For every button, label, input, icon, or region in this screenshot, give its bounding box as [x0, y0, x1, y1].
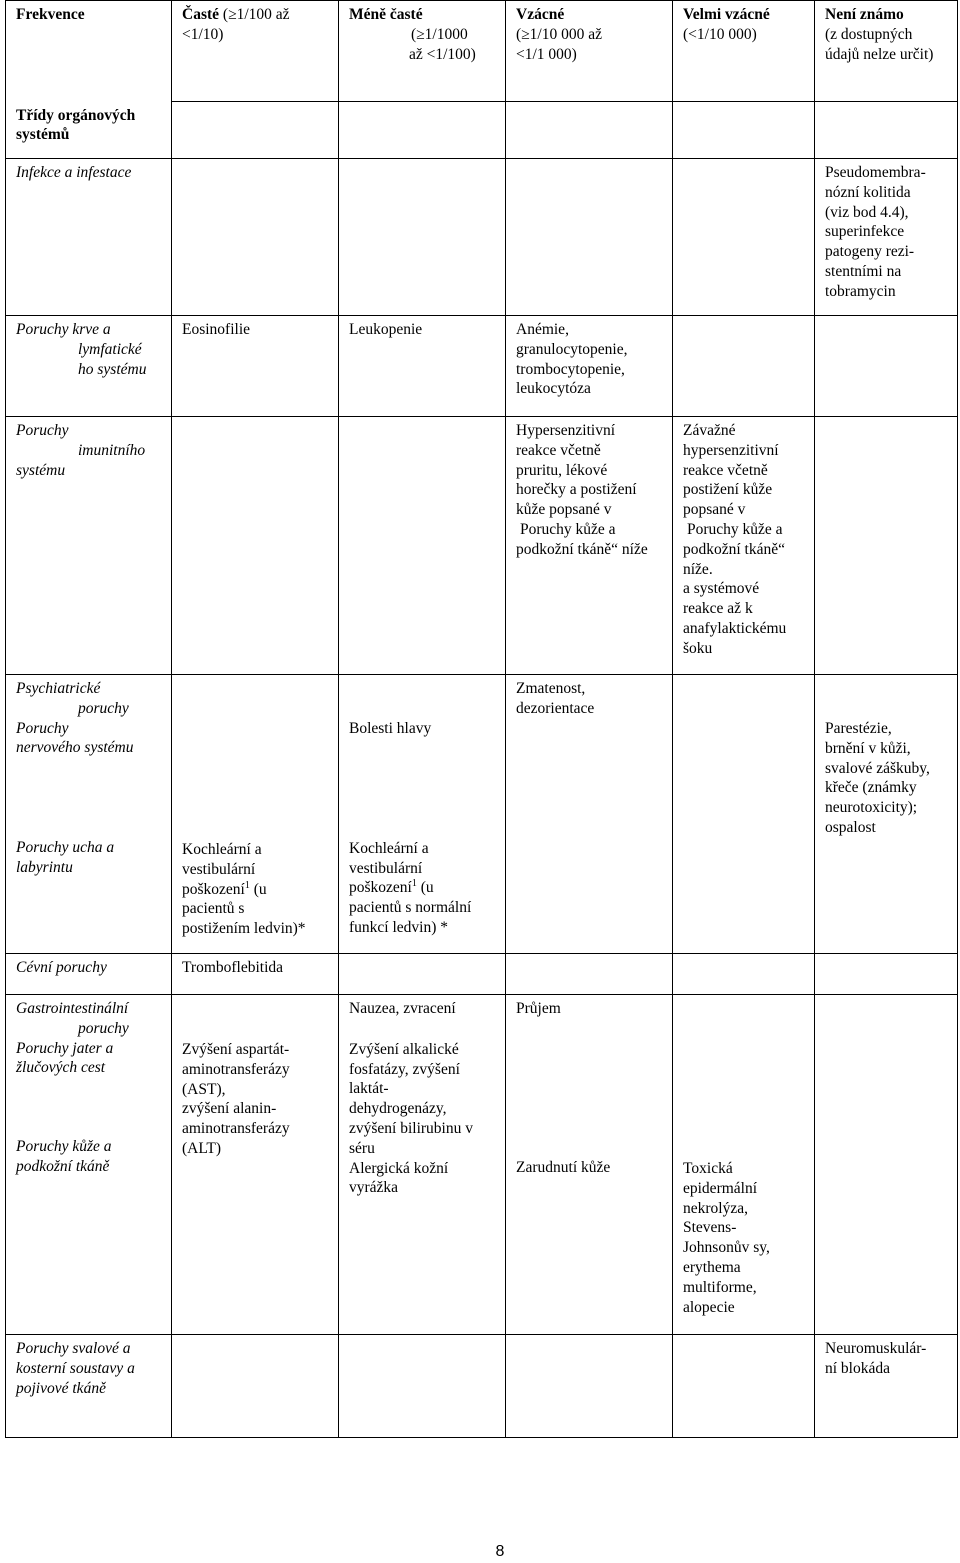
rare-header-cell [506, 1, 673, 102]
cell-line: dehydrogenázy, [349, 1100, 447, 1118]
uncommon-cell [339, 675, 506, 954]
rare-range-2: <1/1 000) [516, 45, 577, 63]
cell-line: aminotransferázy [182, 1120, 290, 1138]
cell-line: Poruchy kůže a [687, 520, 783, 538]
cell-line: hypersenzitivní [683, 441, 779, 459]
common-header-cell [172, 1, 339, 102]
cell-line: funkcí ledvin) * [349, 918, 449, 936]
soc-header-row [6, 102, 958, 159]
cell-line: Zvýšení aspartát- [182, 1041, 290, 1058]
common-cell [172, 954, 339, 995]
page-number: 8 [495, 1543, 505, 1560]
frequency-label: Frekvence [16, 6, 85, 23]
common-range-2: <1/10) [182, 25, 224, 43]
cell-line: anafylaktickému [683, 619, 787, 637]
cell-line: Průjem [516, 1000, 561, 1017]
cell-line: alopecie [683, 1298, 735, 1316]
frequency-header-row [6, 1, 958, 102]
cell-line: reakce včetně [683, 461, 768, 479]
soc-skin: Poruchy kůže a [16, 1138, 112, 1156]
cell-text: Tromboflebitida [182, 959, 284, 976]
cell-line: níže. [683, 560, 713, 578]
cell-line: křeče (známky [825, 779, 917, 797]
cell-line: pruritu, lékové [516, 461, 608, 479]
very-rare-header-cell [673, 1, 815, 102]
cell-line: fosfatázy, zvýšení [349, 1060, 460, 1078]
cell-text: Leukopenie [349, 321, 423, 338]
uncommon-cell [339, 316, 506, 417]
cell-line: laktát- [349, 1080, 389, 1098]
cell-line: Kochleární a [349, 839, 429, 857]
unknown-title: Není známo [825, 6, 904, 23]
rare-cell [506, 995, 673, 1335]
table-row [6, 159, 958, 316]
soc-immune: imunitního [78, 441, 146, 459]
very-rare-title: Velmi vzácné [683, 6, 770, 23]
rare-cell [506, 417, 673, 675]
adverse-reactions-table [5, 0, 958, 1438]
cell-line: aminotransferázy [182, 1060, 290, 1078]
cell-line: Stevens- [683, 1219, 737, 1237]
cell-text: Eosinofilie [182, 321, 251, 338]
cell-line: vyrážka [349, 1179, 399, 1197]
cell-line: horečky a postižení [516, 481, 637, 499]
cell-line: Bolesti hlavy [349, 720, 432, 737]
very-rare-cell [673, 995, 815, 1335]
cell-line: Poruchy kůže a [520, 520, 616, 538]
soc-gastrointestinal: Gastrointestinální [16, 1000, 129, 1017]
uncommon-range-2: až <1/100) [409, 45, 476, 63]
cell-line: Kochleární a [182, 841, 262, 858]
common-range-1: (≥1/100 až [222, 6, 290, 23]
cell-line: séru [349, 1139, 375, 1157]
cell-line: zvýšení bilirubinu v [349, 1119, 473, 1137]
soc-cell [6, 316, 172, 417]
cell-line: Zmatenost, [516, 680, 586, 697]
soc-blood: ho systému [78, 360, 147, 378]
cell-line: Parestézie, [825, 720, 892, 737]
common-cell [172, 316, 339, 417]
soc-liver: žlučových cest [16, 1059, 106, 1077]
table-row [6, 417, 958, 675]
cell-line: postižení kůže [683, 481, 773, 499]
cell-line: svalové záškuby, [825, 759, 930, 777]
cell-line: pacientů s [182, 900, 245, 918]
soc-cell [6, 995, 172, 1335]
cell-line: neurotoxicity); [825, 799, 918, 817]
cell-line: granulocytopenie, [516, 340, 628, 358]
cell-line: pacientů s normální [349, 899, 472, 917]
table-row [6, 675, 958, 954]
cell-line: Alergická kožní [349, 1159, 449, 1177]
cell-line: kůže popsané v [516, 501, 612, 519]
table-row [6, 995, 958, 1335]
common-cell [172, 995, 339, 1335]
cell-line: popsané v [683, 501, 746, 519]
common-cell [172, 675, 339, 954]
soc-immune: systému [16, 461, 66, 479]
soc-musculoskeletal: Poruchy svalové a [16, 1340, 131, 1357]
cell-line: vestibulární [349, 859, 423, 877]
unknown-range-1: (z dostupných [825, 25, 913, 43]
cell-line: podkožní tkáně“ níže [516, 540, 648, 558]
cell-line: Zvýšení alkalické [349, 1040, 459, 1058]
unknown-cell [815, 159, 958, 316]
cell-line: ospalost [825, 818, 876, 836]
cell-line: poškození [182, 880, 245, 898]
cell-line: (u [249, 880, 267, 898]
soc-nervous: nervového systému [16, 739, 134, 757]
cell-line: erythema [683, 1258, 741, 1276]
cell-line: superinfekce [825, 223, 905, 241]
common-title: Časté [182, 6, 220, 23]
cell-line: Toxická [683, 1160, 733, 1177]
table-row [6, 954, 958, 995]
cell-line: tobramycin [825, 282, 896, 300]
soc-cell [6, 417, 172, 675]
rare-range-1: (≥1/10 000 až [516, 25, 602, 43]
cell-line: Závažné [683, 422, 736, 439]
rare-cell [506, 675, 673, 954]
cell-line: brnění v kůži, [825, 739, 911, 757]
soc-cell [6, 675, 172, 954]
cell-line: Anémie, [516, 321, 569, 338]
cell-line: vestibulární [182, 860, 256, 878]
cell-line: (u [416, 879, 434, 897]
uncommon-range-1: (≥1/1000 [411, 25, 468, 43]
cell-line: postižením ledvin)* [182, 920, 306, 938]
cell-line: (viz bod 4.4), [825, 203, 909, 221]
soc-immune: Poruchy [16, 422, 69, 439]
soc-cell [6, 159, 172, 316]
cell-line: epidermální [683, 1179, 758, 1197]
cell-line: patogeny rezi- [825, 243, 915, 261]
uncommon-title: Méně časté [349, 6, 423, 23]
soc-skin: podkožní tkáně [16, 1157, 110, 1175]
cell-line: reakce až k [683, 600, 753, 618]
soc-blood: lymfatické [78, 340, 142, 358]
table-row [6, 316, 958, 417]
very-rare-cell [673, 417, 815, 675]
cell-line: stentními na [825, 262, 902, 280]
soc-musculoskeletal: pojivové tkáně [16, 1379, 106, 1397]
cell-line: reakce včetně [516, 441, 601, 459]
cell-line: Zarudnutí kůže [516, 1158, 611, 1176]
very-rare-range: (<1/10 000) [683, 25, 757, 43]
cell-line: (ALT) [182, 1139, 222, 1157]
soc-ear: labyrintu [16, 858, 73, 876]
cell-line: trombocytopenie, [516, 360, 625, 378]
uncommon-cell [339, 995, 506, 1335]
soc-gastrointestinal: poruchy [78, 1019, 129, 1037]
soc-vascular: Cévní poruchy [16, 959, 107, 976]
table-row [6, 1335, 958, 1438]
soc-header-line-1: Třídy orgánových [16, 106, 136, 124]
frequency-header-cell [6, 1, 172, 102]
soc-psychiatric: poruchy [78, 699, 129, 717]
cell-line: a systémové [683, 580, 760, 598]
soc-musculoskeletal: kosterní soustavy a [16, 1359, 135, 1377]
unknown-range-2: údajů nelze určit) [825, 45, 934, 63]
rare-cell [506, 316, 673, 417]
soc-blood: Poruchy krve a [16, 321, 111, 338]
cell-line: nekrolýza, [683, 1199, 748, 1217]
cell-line: šoku [683, 639, 713, 657]
soc-header-cell [6, 102, 172, 159]
soc-psychiatric: Psychiatrické [16, 680, 101, 697]
soc-liver: Poruchy jater a [16, 1039, 114, 1057]
cell-line: Neuromuskulár- [825, 1340, 927, 1357]
rare-title: Vzácné [516, 6, 565, 23]
unknown-header-cell [815, 1, 958, 102]
soc-cell [6, 954, 172, 995]
cell-line: multiforme, [683, 1278, 757, 1296]
cell-line: Johnsonův sy, [683, 1239, 770, 1257]
soc-nervous: Poruchy [16, 719, 69, 737]
cell-line: Hypersenzitivní [516, 422, 616, 439]
cell-line: leukocytóza [516, 380, 591, 398]
unknown-cell [815, 1335, 958, 1438]
cell-line: poškození [349, 879, 412, 897]
uncommon-header-cell [339, 1, 506, 102]
cell-line: Nauzea, zvracení [349, 1000, 456, 1017]
soc-header-line-2: systémů [16, 126, 70, 144]
footnote-mark: 1 [411, 878, 417, 890]
soc-infections: Infekce a infestace [16, 164, 132, 181]
cell-line: dezorientace [516, 699, 595, 717]
soc-cell [6, 1335, 172, 1438]
soc-ear: Poruchy ucha a [16, 839, 115, 857]
footnote-mark: 1 [244, 879, 250, 891]
cell-line: ní blokáda [825, 1359, 890, 1377]
cell-line: podkožní tkáně“ [683, 540, 786, 558]
cell-line: (AST), [182, 1080, 226, 1098]
unknown-cell [815, 675, 958, 954]
cell-line: Pseudomembra- [825, 164, 926, 181]
cell-line: nózní kolitida [825, 183, 911, 201]
cell-line: zvýšení alanin- [182, 1100, 277, 1118]
